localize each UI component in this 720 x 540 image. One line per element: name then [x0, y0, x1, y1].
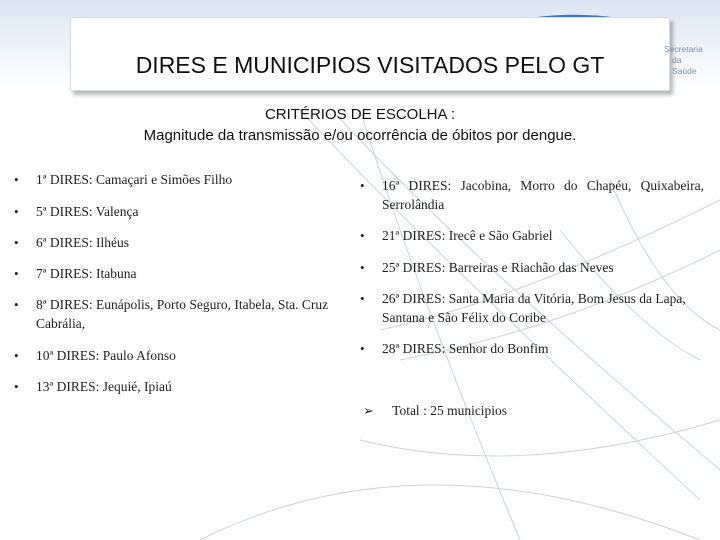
list-item	[14, 377, 334, 396]
list-item-text: 1ª DIRES: Camaçari e Simões Filho	[36, 172, 233, 187]
title-box	[70, 17, 670, 91]
list-item-text: 21ª DIRES: Irecê e São Gabriel	[382, 228, 553, 243]
list-item-text: 26ª DIRES: Santa Maria da Vitória, Bom Jesus da Lapa, Santana e São Félix do Coribe	[382, 291, 686, 325]
arrow-bullet-icon: ➢	[363, 404, 374, 419]
total-text: Total : 25 municipios	[392, 403, 508, 418]
list-item	[360, 226, 704, 245]
page-title: DIRES E MUNICIPIOS VISITADOS PELO GT	[135, 52, 605, 78]
bullet-icon: •	[14, 172, 19, 187]
list-item	[360, 339, 704, 358]
bullet-icon: •	[14, 204, 19, 219]
list-item	[14, 295, 354, 333]
bullet-icon: •	[360, 178, 365, 193]
bullet-icon: •	[360, 228, 365, 243]
list-item-text: 6ª DIRES: Ilhéus	[36, 235, 129, 250]
bullet-icon: •	[14, 348, 19, 363]
list-item	[14, 346, 334, 365]
list-item	[14, 233, 334, 252]
logo-line-2: da Saúde	[672, 55, 697, 76]
bullet-icon: •	[360, 341, 365, 356]
selection-criteria	[0, 104, 720, 146]
list-item	[360, 176, 704, 214]
criteria-heading: CRITÉRIOS DE ESCOLHA :	[264, 106, 456, 123]
list-item-text: 7ª DIRES: Itabuna	[36, 266, 137, 281]
list-item-text: 5ª DIRES: Valença	[36, 204, 139, 219]
criteria-text: Magnitude da transmissão e/ou ocorrência de óbitos por dengue.	[143, 127, 577, 144]
logo-line-1: Secretaria	[664, 44, 703, 54]
list-item	[14, 264, 334, 283]
secretaria-logo	[664, 44, 708, 77]
list-item-text: 13ª DIRES: Jequié, Ipiaú	[36, 379, 172, 394]
list-item	[360, 258, 704, 277]
bullet-icon: •	[360, 260, 365, 275]
bullet-icon: •	[14, 297, 19, 312]
list-item-text: 10ª DIRES: Paulo Afonso	[36, 348, 176, 363]
list-item	[14, 170, 334, 189]
list-item	[14, 202, 334, 221]
bullet-icon: •	[14, 266, 19, 281]
list-item-text: 28ª DIRES: Senhor do Bonfim	[382, 341, 549, 356]
list-item-text: 8ª DIRES: Eunápolis, Porto Seguro, Itabela, Sta. Cruz Cabrália,	[36, 297, 329, 331]
total-line	[363, 401, 507, 421]
list-item	[360, 289, 704, 327]
bullet-icon: •	[360, 291, 365, 306]
list-item-text: 25ª DIRES: Barreiras e Riachão das Neves	[382, 260, 614, 275]
bullet-icon: •	[14, 235, 19, 250]
bullet-icon: •	[14, 379, 19, 394]
list-item-text: 16ª DIRES: Jacobina, Morro do Chapéu, Quixabeira, Serrolândia	[382, 178, 704, 212]
